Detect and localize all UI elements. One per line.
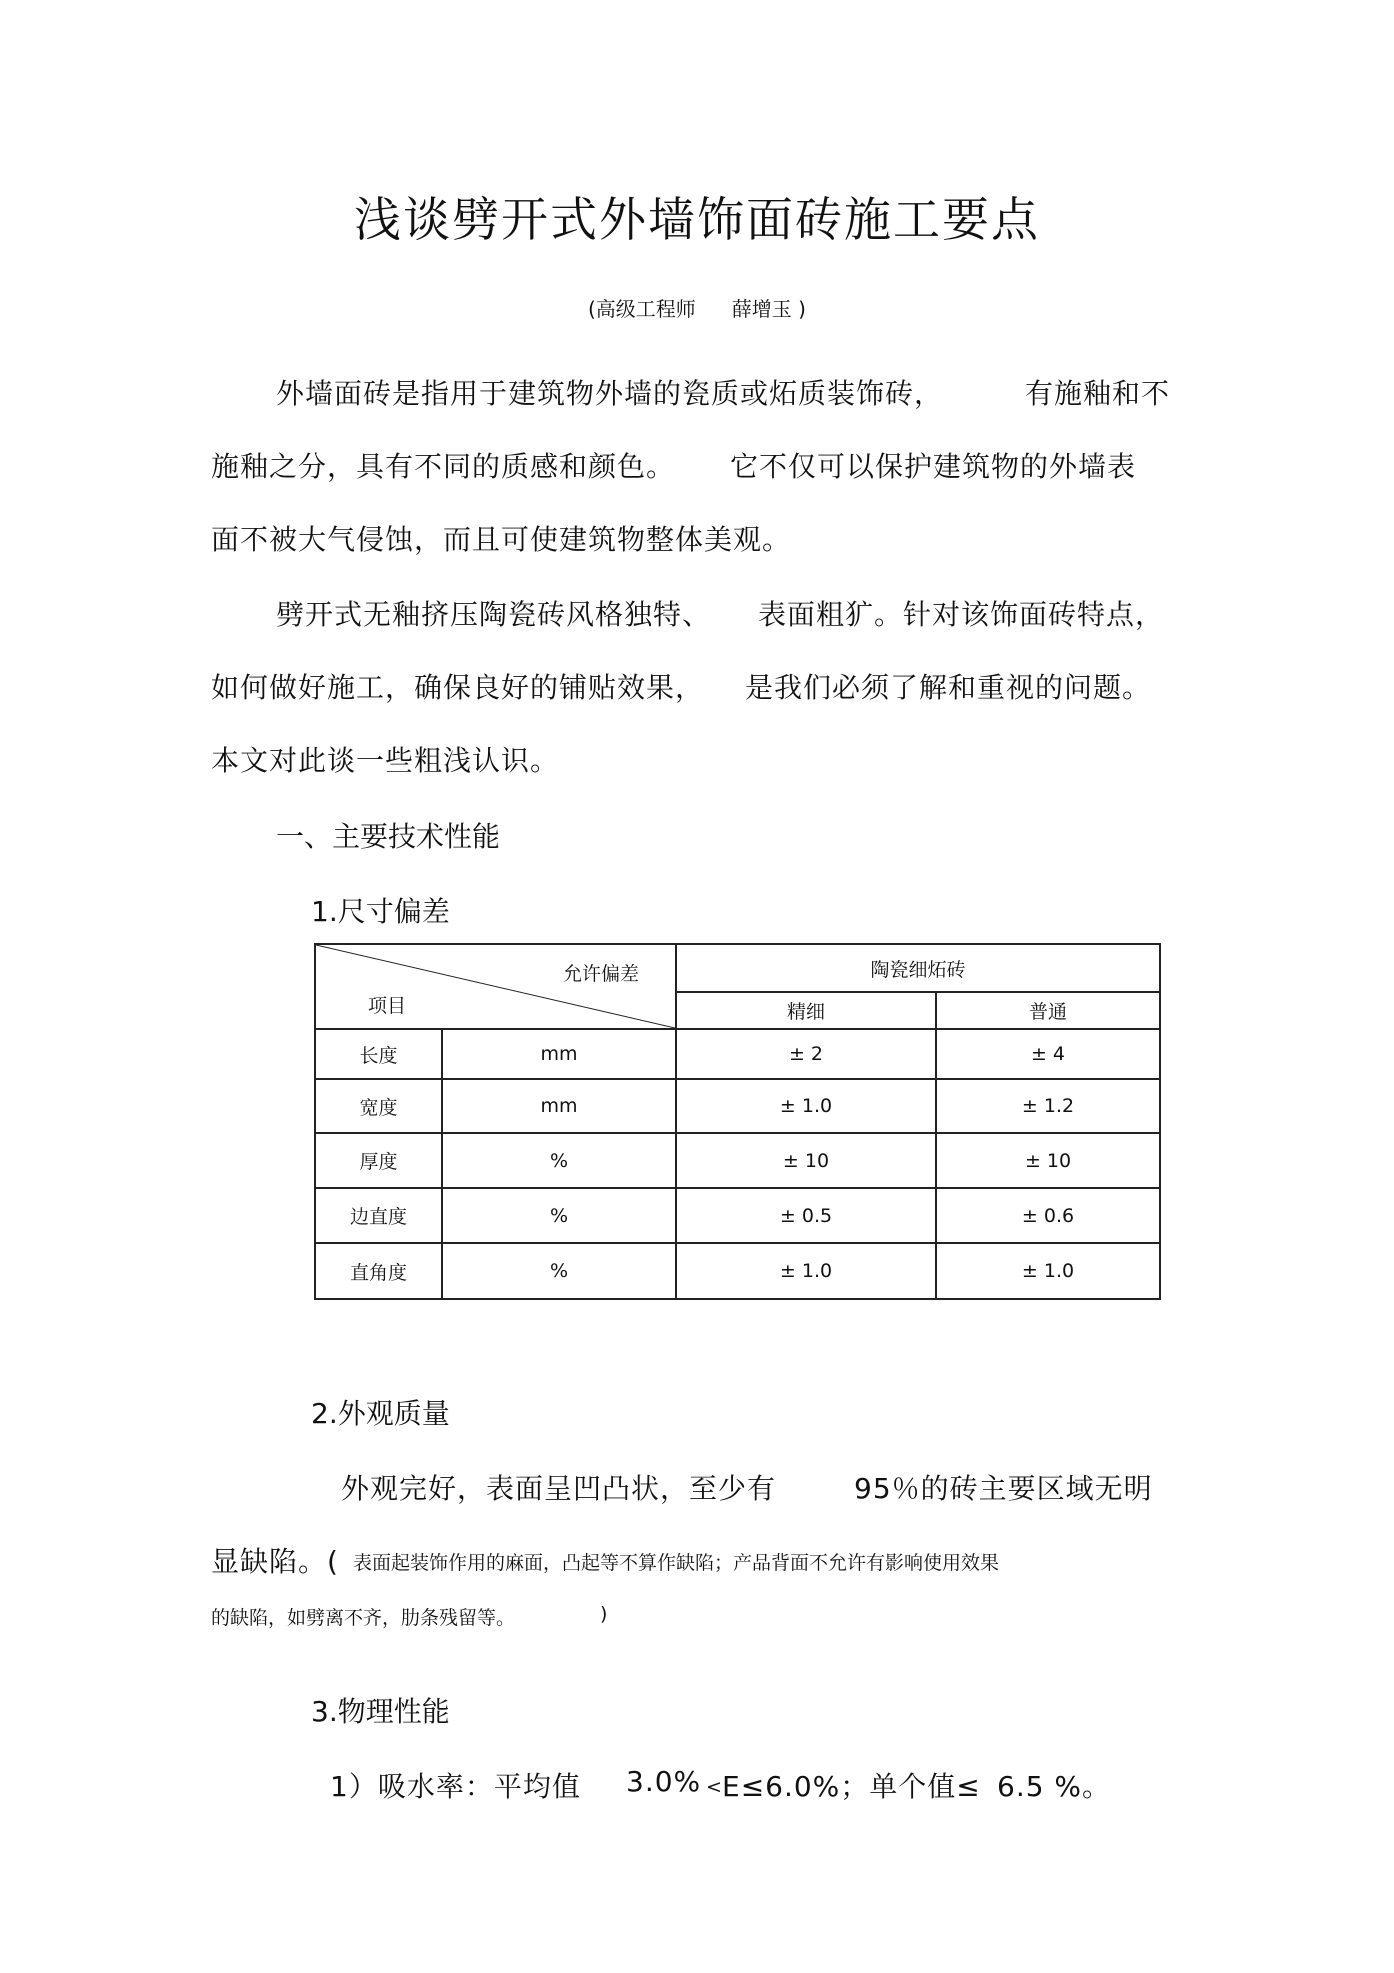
diag-header-allowed-deviation: 允许偏差 [562, 963, 639, 985]
table-row [315, 1029, 1160, 1079]
water-absorption-lt: < [706, 1776, 722, 1798]
row-normal: ± 10 [936, 1133, 1160, 1188]
dimension-deviation-table [314, 943, 1161, 1300]
col-header-fine: 精细 [676, 992, 936, 1029]
table-row [315, 1188, 1160, 1243]
author-name: 薛增玉 ) [731, 297, 806, 321]
row-item: 直角度 [315, 1243, 442, 1299]
p1-line3: 面不被大气侵蚀，而且可使建筑物整体美观。 [211, 523, 792, 556]
row-fine: ± 1.0 [676, 1243, 936, 1299]
row-item: 宽度 [315, 1079, 442, 1133]
appearance-line2a: 显缺陷。( [211, 1545, 339, 1578]
p2-line2a: 如何做好施工，确保良好的铺贴效果， [211, 671, 705, 704]
p2-line2b: 是我们必须了解和重视的问题。 [745, 671, 1152, 704]
appearance-note-close: ) [600, 1603, 608, 1625]
subheading-dimension-deviation: 1.尺寸偏差 [311, 895, 450, 928]
table-row [315, 1243, 1160, 1299]
p1-line1b: 有施釉和不 [1025, 377, 1171, 410]
table-row [315, 1079, 1160, 1133]
author-line [0, 293, 1394, 322]
row-unit: % [442, 1188, 676, 1243]
subheading-appearance-quality: 2.外观质量 [311, 1397, 450, 1430]
row-normal: ± 4 [936, 1029, 1160, 1079]
water-absorption-lower: 3.0% [626, 1765, 702, 1798]
p2-line1b: 表面粗犷。针对该饰面砖特点， [758, 598, 1165, 631]
row-fine: ± 0.5 [676, 1188, 936, 1243]
water-absorption-range: E≤6.0%；单个值≤ [722, 1770, 981, 1803]
row-item: 厚度 [315, 1133, 442, 1188]
page-title: 浅谈劈开式外墙饰面砖施工要点 [354, 193, 1040, 248]
row-unit: mm [442, 1029, 676, 1079]
water-absorption-single: 6.5 %。 [997, 1770, 1112, 1803]
group-header: 陶瓷细炻砖 [676, 944, 1160, 992]
appearance-note-line1: 表面起装饰作用的麻面，凸起等不算作缺陷；产品背面不允许有影响使用效果 [353, 1552, 1000, 1574]
section-heading-1: 一、主要技术性能 [276, 820, 501, 853]
subheading-physical-properties: 3.物理性能 [311, 1695, 450, 1728]
row-normal: ± 1.0 [936, 1243, 1160, 1299]
p2-line1a: 劈开式无釉挤压陶瓷砖风格独特、 [276, 598, 712, 631]
appearance-note-line2: 的缺陷，如劈离不齐，肋条残留等。 [211, 1607, 516, 1629]
row-item: 边直度 [315, 1188, 442, 1243]
p1-line2b: 它不仅可以保护建筑物的外墙表 [730, 450, 1137, 483]
row-unit: % [442, 1133, 676, 1188]
appearance-line1a: 外观完好，表面呈凹凸状，至少有 [341, 1472, 777, 1505]
p2-line3: 本文对此谈一些粗浅认识。 [211, 744, 560, 777]
col-header-normal: 普通 [936, 992, 1160, 1029]
diag-header-item: 项目 [368, 995, 407, 1017]
row-normal: ± 0.6 [936, 1188, 1160, 1243]
row-fine: ± 10 [676, 1133, 936, 1188]
row-unit: mm [442, 1079, 676, 1133]
water-absorption-label: 1）吸水率：平均值 [330, 1770, 581, 1803]
author-role: (高级工程师 [588, 297, 696, 321]
row-unit: % [442, 1243, 676, 1299]
row-item: 长度 [315, 1029, 442, 1079]
row-fine: ± 1.0 [676, 1079, 936, 1133]
table-row [315, 1133, 1160, 1188]
row-normal: ± 1.2 [936, 1079, 1160, 1133]
p1-line1a: 外墙面砖是指用于建筑物外墙的瓷质或炻质装饰砖， [276, 377, 944, 410]
appearance-line1b: 95％的砖主要区域无明 [854, 1472, 1153, 1505]
diagonal-header-cell [315, 944, 676, 1029]
row-fine: ± 2 [676, 1029, 936, 1079]
p1-line2a: 施釉之分，具有不同的质感和颜色。 [211, 450, 676, 483]
